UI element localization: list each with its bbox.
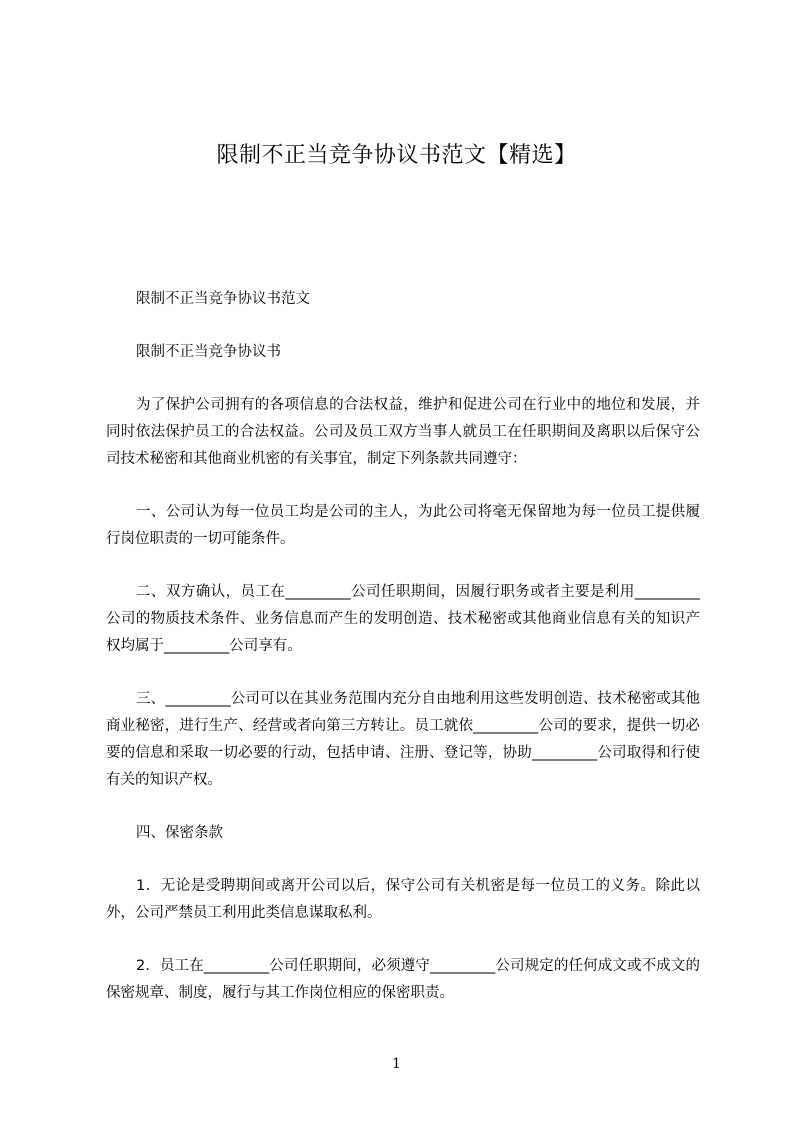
document-body xyxy=(106,286,700,1033)
paragraph-item-1: 1．无论是受聘期间或离开公司以后，保守公司有关机密是每一位员工的义务。除此以外，公司严禁员工利用此类信息谋取私利。 xyxy=(106,878,700,921)
paragraph-section-heading: 四、保密条款 xyxy=(136,825,223,841)
paragraph-heading: 限制不正当竞争协议书 xyxy=(136,344,281,360)
paragraph-item-2: 2．员工在_________公司任职期间，必须遵守_________公司规定的任何成文或不成文的保密规章、制度，履行与其工作岗位相应的保密职责。 xyxy=(106,958,700,1001)
document-title: 限制不正当竞争协议书范文【精选】 xyxy=(216,143,577,168)
paragraph-preamble: 为了保护公司拥有的各项信息的合法权益，维护和促进公司在行业中的地位和发展，并同时依法保护员工的合法权益。公司及员工双方当事人就员工在任职期间及离职以后保守公司技术秘密和其他商业机密的有关事宜，制定下列条款共同遵守： xyxy=(106,397,700,467)
paragraph-clause-2: 二、双方确认，员工在_________公司任职期间，因履行职务或者主要是利用_________公司的物质技术条件、业务信息而产生的发明创造、技术秘密或其他商业信息有关的知识产权均属于_________公司享有。 xyxy=(106,584,700,654)
page-number: 1 xyxy=(392,1056,401,1072)
paragraph-clause-3: 三、_________公司可以在其业务范围内充分自由地利用这些发明创造、技术秘密或其他商业秘密，进行生产、经营或者向第三方转让。员工就依_________公司的要求，提供一切必要的信息和采取一切必要的行动，包括申请、注册、登记等，协助_________公司取得和行使有关的知识产权。 xyxy=(106,691,700,788)
paragraph-clause-1: 一、公司认为每一位员工均是公司的主人，为此公司将毫无保留地为每一位员工提供履行岗位职责的一切可能条件。 xyxy=(106,504,700,547)
paragraph-subtitle: 限制不正当竞争协议书范文 xyxy=(136,291,310,307)
